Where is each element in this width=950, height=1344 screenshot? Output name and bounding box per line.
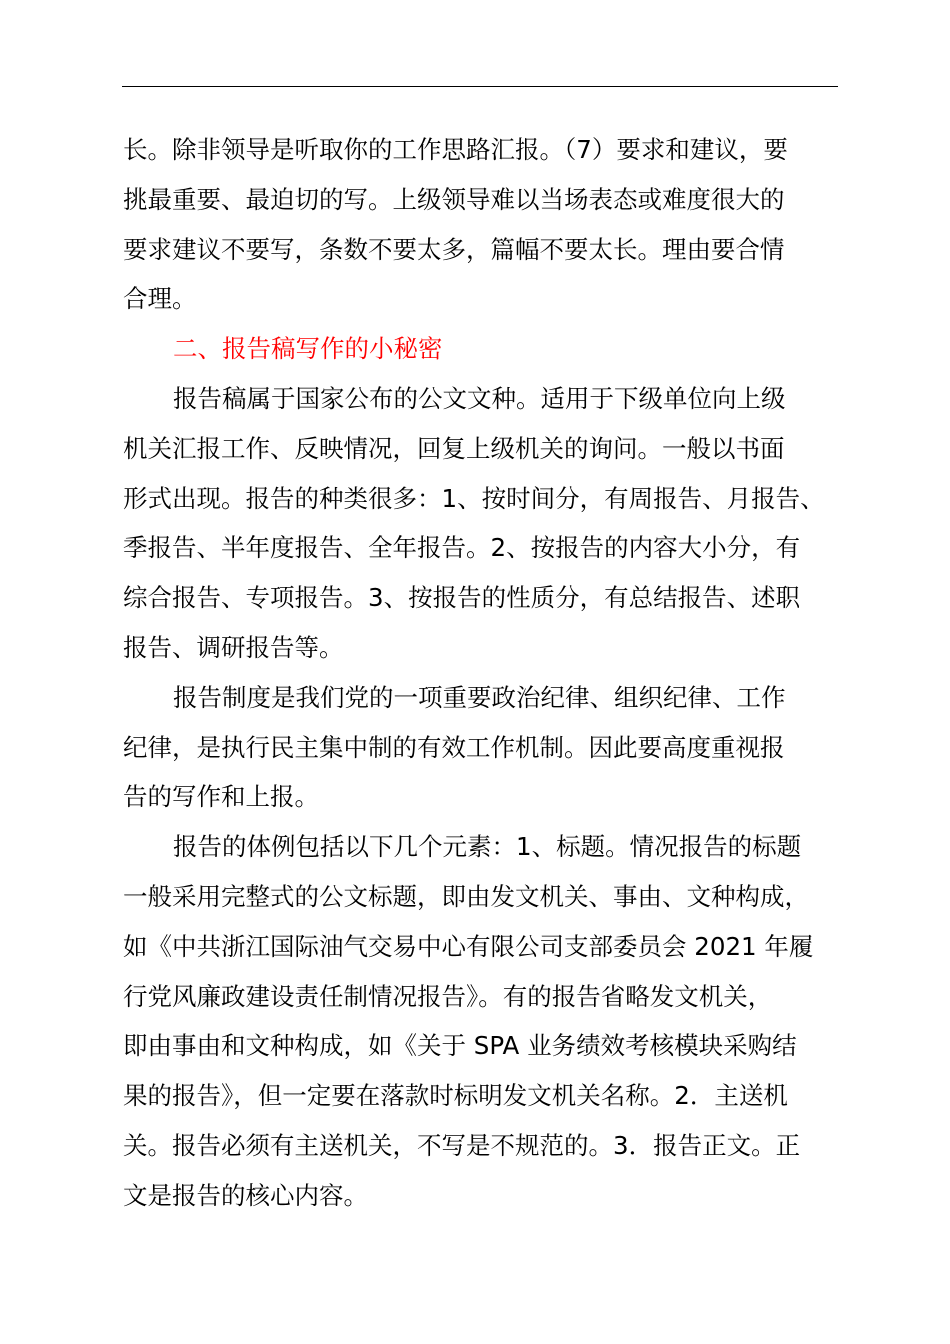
body-line: 报告、调研报告等。 (123, 632, 344, 662)
body-line: 挑最重要、最迫切的写。上级领导难以当场表态或难度很大的 (123, 184, 785, 214)
body-line: 综合报告、专项报告。3、按报告的性质分，有总结报告、述职 (123, 583, 801, 613)
paragraph-start-line: 报告的体例包括以下几个元素：1、标题。情况报告的标题 (173, 832, 802, 862)
body-line: 行党风廉政建设责任制情况报告》。有的报告省略发文机关， (123, 981, 773, 1011)
body-line: 关。报告必须有主送机关，不写是不规范的。3．报告正文。正 (123, 1130, 801, 1160)
body-line: 文是报告的核心内容。 (123, 1180, 368, 1210)
body-line: 要求建议不要写，条数不要太多，篇幅不要太长。理由要合情 (123, 234, 785, 264)
document-body (123, 125, 839, 1221)
section-heading: 二、报告稿写作的小秘密 (173, 334, 443, 364)
body-line: 如《中共浙江国际油气交易中心有限公司支部委员会 2021 年履 (123, 931, 814, 961)
body-line: 即由事由和文种构成，如《关于 SPA 业务绩效考核模块采购结 (123, 1031, 797, 1061)
body-line: 机关汇报工作、反映情况，回复上级机关的询问。一般以书面 (123, 433, 785, 463)
body-line: 长。除非领导是听取你的工作思路汇报。（7）要求和建议，要 (123, 135, 788, 164)
body-line: 纪律，是执行民主集中制的有效工作机制。因此要高度重视报 (123, 732, 785, 762)
paragraph-start-line: 报告稿属于国家公布的公文文种。适用于下级单位向上级 (173, 383, 786, 413)
header-rule (122, 86, 838, 87)
body-line: 告的写作和上报。 (123, 782, 319, 812)
body-line: 一般采用完整式的公文标题，即由发文机关、事由、文种构成， (123, 881, 809, 911)
body-line: 季报告、半年度报告、全年报告。2、按报告的内容大小分，有 (123, 533, 801, 563)
body-line: 合理。 (123, 284, 197, 314)
body-line: 果的报告》，但一定要在落款时标明发文机关名称。2．主送机 (123, 1081, 788, 1111)
body-line: 形式出现。报告的种类很多：1、按时间分，有周报告、月报告、 (123, 483, 825, 513)
paragraph-start-line: 报告制度是我们党的一项重要政治纪律、组织纪律、工作 (173, 682, 786, 712)
